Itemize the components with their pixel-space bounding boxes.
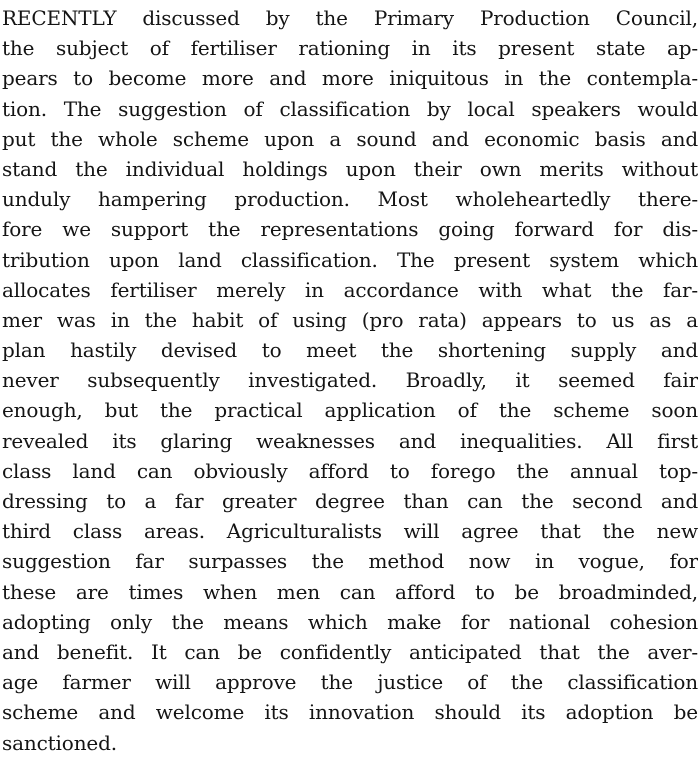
text-line: adopting only the means which make for national cohesion xyxy=(2,609,698,634)
text-line: stand the individual holdings upon their own merits without xyxy=(2,156,698,181)
text-line: enough, but the practical application of the scheme soon xyxy=(2,398,698,423)
text-line: fore we support the representations going forward for dis- xyxy=(2,217,698,242)
text-line: third class areas. Agriculturalists will agree that the new xyxy=(2,519,698,544)
text-line: put the whole scheme upon a sound and economic basis and xyxy=(2,126,698,151)
text-line: revealed its glaring weaknesses and inequalities. All first xyxy=(2,428,698,453)
text-line: class land can obviously afford to forego the annual top- xyxy=(2,458,698,483)
text-line: the subject of fertiliser rationing in its present state ap- xyxy=(2,36,698,61)
text-line: unduly hampering production. Most wholeheartedly there- xyxy=(2,187,698,212)
text-line: never subsequently investigated. Broadly, it seemed fair xyxy=(2,368,698,393)
text-line: dressing to a far greater degree than can the second and xyxy=(2,489,698,513)
text-line: and benefit. It can be confidently anticipated that the aver- xyxy=(2,639,698,664)
text-line: plan hastily devised to meet the shortening supply and xyxy=(2,338,698,363)
text-line: age farmer will approve the justice of the classification xyxy=(2,670,698,695)
article-text xyxy=(2,3,698,758)
text-line: tribution upon land classification. The present system which xyxy=(2,247,698,272)
text-line: RECENTLY discussed by the Primary Production Council, xyxy=(2,6,698,30)
text-line: these are times when men can afford to be broadminded, xyxy=(2,579,698,604)
text-line: mer was in the habit of using (pro rata) appears to us as a xyxy=(2,307,698,332)
text-line: tion. The suggestion of classification by local speakers would xyxy=(2,96,698,121)
text-line: allocates fertiliser merely in accordance with what the far- xyxy=(2,277,698,302)
text-line: pears to become more and more iniquitous in the contempla- xyxy=(2,66,698,91)
text-line: suggestion far surpasses the method now in vogue, for xyxy=(2,549,698,574)
text-line: scheme and welcome its innovation should its adoption be xyxy=(2,700,698,725)
text-line: sanctioned. xyxy=(2,730,117,755)
